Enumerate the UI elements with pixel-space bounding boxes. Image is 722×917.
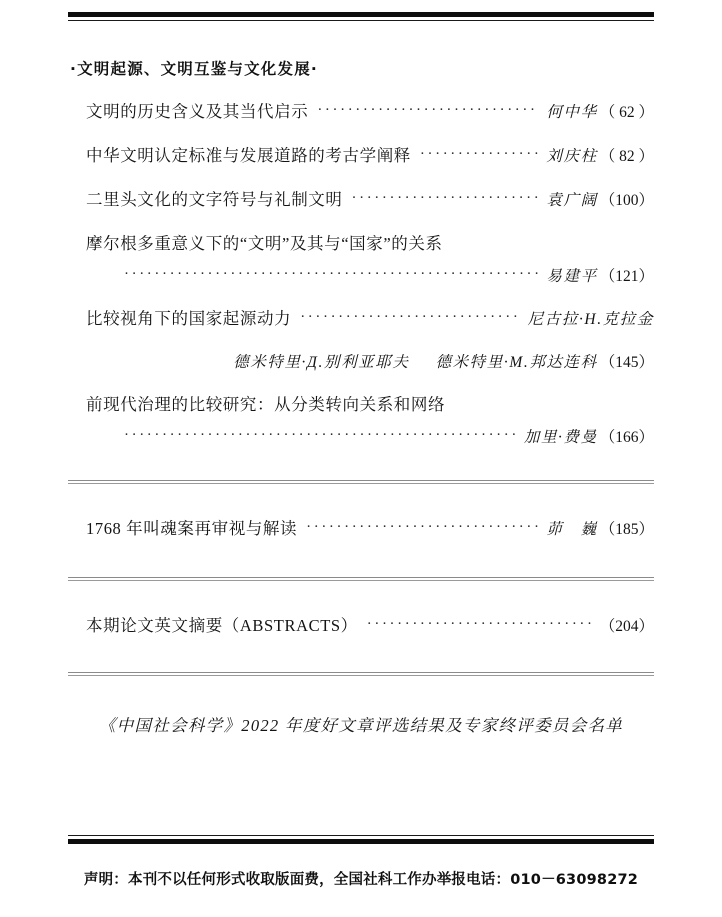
entry-page: （185）	[599, 521, 654, 538]
toc-entry[interactable]	[68, 221, 654, 294]
entry-title: 二里头文化的文字符号与礼制文明	[86, 190, 343, 209]
leader-dots	[367, 616, 591, 633]
section-header: ·文明起源、文明互鉴与文化发展·	[70, 60, 318, 78]
entry-page: （ 62 ）	[599, 104, 654, 121]
leader-dots	[300, 309, 520, 326]
toc-entry-line	[68, 133, 654, 175]
section-separator-3	[68, 647, 654, 696]
gray-rule-line-1	[68, 480, 654, 481]
gray-rule	[68, 672, 654, 676]
toc-entry[interactable]	[68, 382, 654, 455]
toc-entry-line	[68, 296, 654, 338]
entry-page: （ 82 ）	[599, 148, 654, 165]
entry-author: 尼古拉·Н.克拉金	[527, 311, 654, 328]
bottom-rule-thin	[68, 835, 654, 836]
toc-entry-continuation	[68, 415, 654, 455]
entry-author: 加里·费曼	[523, 429, 598, 446]
leader-dots	[352, 190, 540, 207]
entry-title: 摩尔根多重意义下的“文明”及其与“国家”的关系	[86, 234, 443, 253]
entry-author: 易建平	[546, 268, 598, 285]
toc-entry[interactable]	[68, 506, 654, 548]
gray-rule-line-2	[68, 580, 654, 581]
entry-page: （100）	[599, 192, 654, 209]
gray-rule	[68, 577, 654, 581]
entry-page: （166）	[599, 429, 654, 446]
toc-entry-line	[68, 506, 654, 548]
bottom-rule-thick	[68, 839, 654, 844]
toc-entry[interactable]	[68, 177, 654, 219]
gray-rule-line-1	[68, 577, 654, 578]
entry-author: 茆 巍	[546, 521, 598, 538]
section-separator-1	[68, 457, 654, 506]
entry-title: 文明的历史含义及其当代启示	[86, 102, 309, 121]
leader-dots	[306, 519, 539, 536]
top-rule	[68, 12, 654, 21]
leader-dots	[124, 427, 517, 444]
toc-entry-line	[68, 89, 654, 131]
top-rule-thick	[68, 12, 654, 17]
leader-dots	[420, 146, 540, 163]
entry-author-2: 德米特里·Д.别利亚耶夫	[233, 354, 410, 371]
leader-dots	[317, 102, 539, 119]
entry-title: 前现代治理的比较研究：从分类转向关系和网络	[86, 395, 446, 414]
section-separator-2	[68, 550, 654, 603]
entry-author: 刘庆柱	[546, 148, 598, 165]
toc-entry-line	[68, 177, 654, 219]
bottom-rule	[68, 835, 654, 844]
toc-entry-line	[68, 603, 654, 645]
gray-rule-line-2	[68, 483, 654, 484]
toc-entry[interactable]	[68, 603, 654, 645]
entry-title: 本期论文英文摘要（ABSTRACTS）	[86, 616, 358, 635]
leader-dots	[124, 266, 539, 283]
toc-entry[interactable]	[68, 296, 654, 380]
entry-title: 中华文明认定标准与发展道路的考古学阐释	[86, 146, 411, 165]
toc-content	[68, 40, 654, 736]
footer-statement: 声明：本刊不以任何形式收取版面费，全国社科工作办举报电话：010－63098272	[83, 872, 639, 888]
gray-rule-line-1	[68, 672, 654, 673]
gray-rule-line-2	[68, 675, 654, 676]
entry-author-3: 德米特里·М.邦达连科	[435, 354, 598, 371]
toc-entry[interactable]	[68, 89, 654, 131]
entry-title: 比较视角下的国家起源动力	[86, 309, 292, 328]
toc-entry-authors-continuation	[68, 338, 654, 380]
toc-entry-continuation	[68, 254, 654, 294]
entry-page: （204）	[599, 618, 654, 635]
entry-title: 1768 年叫魂案再审视与解读	[86, 519, 298, 538]
entry-author: 袁广阔	[546, 192, 598, 209]
entry-page: （121）	[599, 268, 654, 285]
top-rule-thin	[68, 20, 654, 21]
entry-page: （145）	[599, 354, 654, 371]
notice-line: 《中国社会科学》2022 年度好文章评选结果及专家终评委员会名单	[98, 716, 624, 735]
toc-entry[interactable]	[68, 133, 654, 175]
entry-author: 何中华	[546, 104, 598, 121]
gray-rule	[68, 480, 654, 484]
